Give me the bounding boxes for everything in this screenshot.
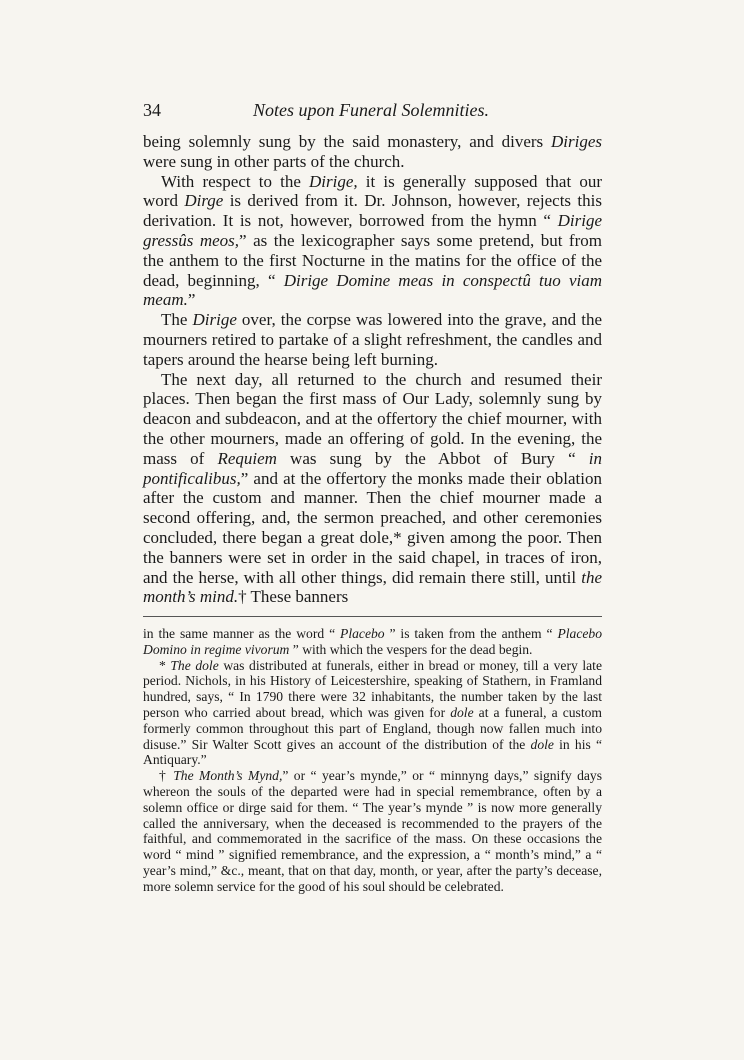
- text-run: ” as the lexicographer says some pretend, but from the anthem to the first Nocturne in the matins for the office of the dead, beginning, “: [143, 230, 602, 290]
- italic-text: Dirge: [184, 191, 224, 211]
- text-run: † These banners: [238, 587, 349, 607]
- footnote-paragraph: [143, 658, 602, 769]
- italic-text: dole: [450, 704, 474, 720]
- text-run: in the same manner as the word “: [143, 626, 341, 641]
- text-run: were sung in other parts of the church.: [143, 151, 405, 171]
- italic-text: dole: [530, 736, 554, 752]
- body-paragraph: [143, 370, 602, 608]
- text-run: in his “ Antiquary.”: [143, 736, 602, 768]
- italic-text: Dirige: [192, 310, 237, 330]
- main-text: [143, 132, 602, 607]
- text-run: ” is taken from the anthem “: [384, 626, 558, 641]
- text-run: is derived from it. Dr. Johnson, however, rejects this derivation. It is not, however, borrowed from the hymn “: [143, 191, 602, 231]
- running-title: Notes upon Funeral Solemnities.: [253, 100, 489, 120]
- body-paragraph: [143, 172, 602, 311]
- italic-text: the month’s mind.: [143, 567, 602, 607]
- footnote-paragraph: [143, 768, 602, 894]
- page-number: 34: [143, 100, 161, 120]
- text-run: it is generally supposed that our word: [143, 171, 602, 211]
- text-run: The: [161, 310, 193, 330]
- text-run: ” or “ year’s mynde,” or “ minnyng days,” signify days whereon the souls of the departed were had in special remembrance, often by a solemn office or dirge said for them. “ The year’s mynde ” is now more generally called the anniversary, when the deceased is recommended to the prayers of the faithful, and commemorated in the sacrifice of the mass. On these occasions the word “ mind ” signified remembrance, and the expression, a “ month’s mind,” a “ year’s mind,” &c., meant, that on that day, month, or year, after the party’s decease, more solemn service for the good of his soul should be celebrated.: [143, 768, 602, 894]
- italic-text: Dirige Domine meas in conspectû tuo viam meam.: [143, 270, 602, 310]
- text-run: ” and at the offertory the monks made their oblation after the custom and manner. Then the chief mourner made a second offering, and, the sermon preached, and other ceremonies concluded, there began a great dole,* given among the poor. Then the banners were set in order in the said chapel, in traces of iron, and the herse, with all other things, did remain there still, until: [143, 468, 602, 587]
- italic-text: Placebo Domino in regime vivorum: [143, 626, 602, 657]
- text-run: †: [159, 768, 174, 784]
- italic-text: The Month’s Mynd,: [173, 768, 283, 784]
- text-run: at a funeral, a custom formerly common throughout this part of England, though now fallen much into disuse.” Sir Walter Scott gives an account of the distribution of the: [143, 704, 602, 752]
- italic-text: Dirige gressûs meos,: [143, 211, 602, 250]
- page-header: [143, 100, 603, 126]
- text-run: *: [159, 657, 171, 673]
- body-paragraph: [143, 310, 602, 369]
- text-run: The next day, all returned to the church and resumed their places. Then began the first mass of Our Lady, solemnly sung by deacon and subdeacon, and at the offertory the chief mourner, with the other mourners, made an offering of gold. In the evening, the mass of: [143, 369, 602, 468]
- body-paragraph: [143, 132, 602, 172]
- footnote-rule: [143, 616, 602, 617]
- text-run: ” with which the vespers for the dead begin.: [289, 641, 533, 657]
- text-run: over, the corpse was lowered into the grave, and the mourners retired to partake of a slight refreshment, the candles and tapers around the hearse being left burning.: [143, 310, 602, 369]
- text-run: With respect to the: [161, 171, 310, 191]
- italic-text: in pontificalibus,: [143, 448, 602, 488]
- italic-text: Placebo: [340, 626, 385, 641]
- text-run: being solemnly sung by the said monastery, and divers: [143, 132, 551, 151]
- text-run: was distributed at funerals, either in bread or money, till a very late period. Nichols, in his History of Leicestershire, speaking of Stathern, in Framland hundred, says, “ In 1790 there were 32 inhabitants, the number taken by the last person who carried about bread, which was given for: [143, 657, 602, 720]
- footnotes: [143, 626, 602, 895]
- italic-text: Requiem: [217, 448, 277, 468]
- italic-text: Dirige,: [309, 171, 358, 191]
- italic-text: Diriges: [551, 132, 602, 151]
- text-run: was sung by the Abbot of Bury “: [276, 448, 589, 468]
- footnote-paragraph: [143, 626, 602, 658]
- text-run: ”: [187, 290, 196, 310]
- italic-text: The dole: [170, 657, 219, 673]
